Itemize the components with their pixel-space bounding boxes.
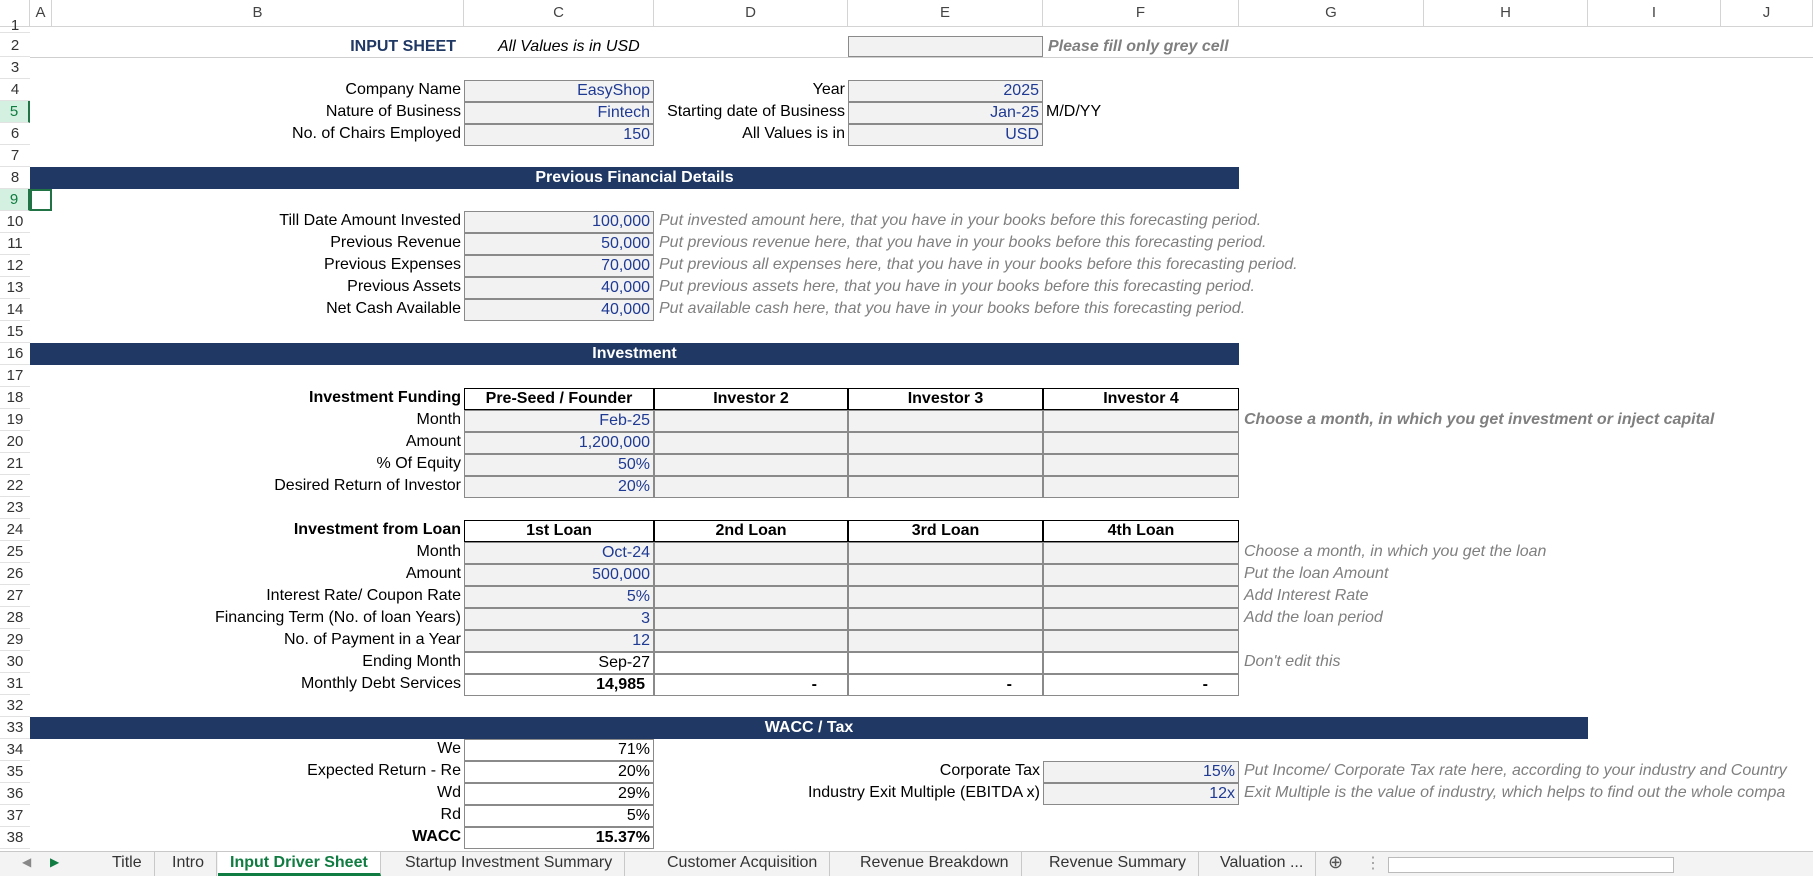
sheet-tab[interactable]: Intro [160,852,217,876]
row-header-14[interactable]: 14 [0,299,30,321]
corporate-tax-label: Corporate Tax [939,762,1040,779]
values-note: All Values is in USD [498,38,640,55]
funding-row-input[interactable]: Feb-25 [464,410,654,432]
row-header-15[interactable]: 15 [0,321,30,343]
loan-empty-input[interactable] [848,608,1043,630]
wacc-row-label: Expected Return - Re [307,762,461,779]
row-header-7[interactable]: 7 [0,145,30,167]
nature-input[interactable]: Fintech [464,102,654,124]
loan-row-note: Put the loan Amount [1244,565,1389,582]
row-header-16[interactable]: 16 [0,343,30,365]
section-investment: Investment [30,343,1239,365]
row-header-36[interactable]: 36 [0,783,30,805]
previous-row-label: Previous Assets [347,278,461,295]
loan-header-4: 4th Loan [1043,520,1239,542]
column-header-g[interactable]: G [1239,0,1424,26]
nature-label: Nature of Business [325,103,461,120]
funding-row-label: Desired Return of Investor [274,477,461,494]
horizontal-scrollbar[interactable] [1388,857,1674,873]
previous-row-note: Put invested amount here, that you have in your books before this forecasting period. [659,212,1262,229]
row-header-5[interactable]: 5 [0,101,30,123]
tab-scroll-left-icon[interactable]: ◀ [22,855,32,869]
loan-row-label: Financing Term (No. of loan Years) [214,609,461,626]
sheet-title: INPUT SHEET [350,38,456,55]
column-header-bar [0,0,1813,27]
loan-empty-input[interactable] [1043,630,1239,652]
loan-row-label: Month [416,543,461,560]
previous-row-note: Put previous assets here, that you have in your books before this forecasting period. [659,278,1255,295]
previous-row-label: Till Date Amount Invested [279,212,461,229]
funding-row-input[interactable]: 50% [464,454,654,476]
loan-row-input[interactable]: 5% [464,586,654,608]
funding-empty-input[interactable] [1043,454,1239,476]
corporate-tax-note: Put Income/ Corporate Tax rate here, according to your industry and Country [1244,762,1787,779]
loan-row-input[interactable]: 500,000 [464,564,654,586]
wacc-row-value: 20% [464,761,654,783]
sheet-tab[interactable]: Revenue Summary [1037,852,1199,876]
year-label: Year [812,81,845,98]
loan-empty-output [654,652,848,674]
funding-empty-input[interactable] [654,432,848,454]
wacc-row-label: Rd [440,806,461,823]
year-input[interactable]: 2025 [848,80,1043,102]
loan-header-1: 1st Loan [464,520,654,542]
funding-row-label: Amount [405,433,461,450]
loan-empty-input[interactable] [654,564,848,586]
funding-note: Choose a month, in which you get investment or inject capital [1244,411,1715,428]
wacc-row-value: 15.37% [464,827,654,849]
fill-note: Please fill only grey cell [1048,38,1229,55]
funding-empty-input[interactable] [654,454,848,476]
row-header-1[interactable]: 1 [0,18,30,33]
previous-row-label: Previous Expenses [324,256,461,273]
loan-empty-input[interactable] [1043,586,1239,608]
debt-services-value: - [1043,674,1239,696]
loan-empty-input[interactable] [654,586,848,608]
row-header-10[interactable]: 10 [0,211,30,233]
wacc-row-value: 29% [464,783,654,805]
exit-multiple-input[interactable]: 12x [1043,783,1239,805]
column-header-d[interactable]: D [654,0,848,26]
loan-title: Investment from Loan [293,521,461,538]
wacc-row-label: Wd [437,784,461,801]
loan-empty-input[interactable] [848,630,1043,652]
funding-title: Investment Funding [309,389,461,406]
loan-header-2: 2nd Loan [654,520,848,542]
previous-row-input[interactable]: 100,000 [464,211,654,233]
previous-row-note: Put previous revenue here, that you have in your books before this forecasting period. [659,234,1267,251]
loan-empty-output [848,652,1043,674]
funding-empty-input[interactable] [1043,410,1239,432]
chairs-label: No. of Chairs Employed [292,125,461,142]
wacc-row-label: We [437,740,461,757]
row-header-12[interactable]: 12 [0,255,30,277]
funding-row-input[interactable]: 20% [464,476,654,498]
column-header-e[interactable]: E [848,0,1043,26]
funding-row-label: % Of Equity [376,455,461,472]
previous-row-note: Put available cash here, that you have in your books before this forecasting period. [659,300,1246,317]
sheet-tab[interactable]: Customer Acquisition [655,852,830,876]
row-header-24[interactable]: 24 [0,519,30,541]
previous-row-input[interactable]: 70,000 [464,255,654,277]
funding-header-3: Investor 3 [848,388,1043,410]
row-header-34[interactable]: 34 [0,739,30,761]
row-header-28[interactable]: 28 [0,607,30,629]
currency-input[interactable]: USD [848,124,1043,146]
funding-header-2: Investor 2 [654,388,848,410]
start-date-input[interactable]: Jan-25 [848,102,1043,124]
company-name-label: Company Name [345,81,461,98]
loan-empty-input[interactable] [654,542,848,564]
loan-header-3: 3rd Loan [848,520,1043,542]
exit-multiple-label: Industry Exit Multiple (EBITDA x) [807,784,1040,801]
tab-scroll-right-icon[interactable]: ▶ [50,855,60,869]
row-header-35[interactable]: 35 [0,761,30,783]
row-header-4[interactable]: 4 [0,79,30,101]
row-header-21[interactable]: 21 [0,453,30,475]
row-header-22[interactable]: 22 [0,475,30,497]
row-header-19[interactable]: 19 [0,409,30,431]
funding-empty-input[interactable] [1043,476,1239,498]
loan-empty-input[interactable] [1043,608,1239,630]
loan-row-input[interactable]: Oct-24 [464,542,654,564]
funding-row-label: Month [416,411,461,428]
loan-row-note: Choose a month, in which you get the loan [1244,543,1547,560]
section-previous-financial: Previous Financial Details [30,167,1239,189]
sheet-tab-bar [0,851,1813,876]
row-header-32[interactable]: 32 [0,695,30,717]
chairs-input[interactable]: 150 [464,124,654,146]
wacc-row-value: 71% [464,739,654,761]
debt-services-value: - [848,674,1043,696]
sheet-tab[interactable]: Input Driver Sheet [218,852,381,876]
column-header-c[interactable]: C [464,0,654,26]
funding-empty-input[interactable] [1043,432,1239,454]
currency-label: All Values is in [742,125,845,142]
funding-empty-input[interactable] [654,476,848,498]
row-header-31[interactable]: 31 [0,673,30,695]
previous-row-input[interactable]: 40,000 [464,299,654,321]
worksheet-grid[interactable] [0,26,1813,851]
previous-row-input[interactable]: 50,000 [464,233,654,255]
loan-empty-input[interactable] [1043,542,1239,564]
row-header-33[interactable]: 33 [0,717,30,739]
debt-services-value: - [654,674,848,696]
date-format-hint: M/D/YY [1046,103,1102,120]
funding-empty-input[interactable] [654,410,848,432]
row-header-26[interactable]: 26 [0,563,30,585]
loan-empty-input[interactable] [848,542,1043,564]
row-header-37[interactable]: 37 [0,805,30,827]
previous-row-label: Previous Revenue [330,234,461,251]
section-wacc-tax: WACC / Tax [30,717,1588,739]
row-header-23[interactable]: 23 [0,497,30,519]
row-header-30[interactable]: 30 [0,651,30,673]
column-header-j[interactable]: J [1721,0,1813,26]
funding-empty-input[interactable] [848,432,1043,454]
exit-multiple-note: Exit Multiple is the value of industry, which helps to find out the whole compa [1244,784,1786,801]
previous-row-input[interactable]: 40,000 [464,277,654,299]
loan-row-output: Sep-27 [464,652,654,674]
sheet-tab[interactable]: Startup Investment Summary [393,852,625,876]
column-header-a[interactable]: A [30,0,52,26]
row-divider [30,57,1813,58]
loan-row-input[interactable]: 3 [464,608,654,630]
wacc-row-value: 5% [464,805,654,827]
row-header-6[interactable]: 6 [0,123,30,145]
sheet-tab[interactable]: Valuation ... [1208,852,1316,876]
column-header-i[interactable]: I [1588,0,1721,26]
funding-empty-input[interactable] [848,410,1043,432]
wacc-row-label: WACC [412,828,461,845]
active-cell-selection[interactable] [30,189,52,211]
loan-empty-output [1043,652,1239,674]
row-header-9[interactable]: 9 [0,189,30,211]
loan-empty-input[interactable] [848,586,1043,608]
row-header-20[interactable]: 20 [0,431,30,453]
start-date-label: Starting date of Business [667,103,845,120]
sheet-tab[interactable]: Title [100,852,155,876]
funding-header-4: Investor 4 [1043,388,1239,410]
loan-row-label: Ending Month [362,653,461,670]
column-header-f[interactable]: F [1043,0,1239,26]
loan-row-label: Amount [405,565,461,582]
loan-empty-input[interactable] [848,564,1043,586]
row-header-18[interactable]: 18 [0,387,30,409]
funding-empty-input[interactable] [848,454,1043,476]
corporate-tax-input[interactable]: 15% [1043,761,1239,783]
loan-row-label: No. of Payment in a Year [284,631,461,648]
loan-row-input[interactable]: 12 [464,630,654,652]
previous-row-note: Put previous all expenses here, that you have in your books before this forecasting period. [659,256,1298,273]
row-header-17[interactable]: 17 [0,365,30,387]
loan-row-note: Don't edit this [1244,653,1341,670]
loan-row-note: Add Interest Rate [1244,587,1369,604]
debt-services-value: 14,985 [464,674,654,696]
more-options-icon[interactable]: ⋮ [1365,855,1381,872]
previous-row-label: Net Cash Available [326,300,461,317]
row-header-38[interactable]: 38 [0,827,30,849]
add-sheet-icon[interactable]: ⊕ [1328,852,1344,872]
row-header-13[interactable]: 13 [0,277,30,299]
funding-empty-input[interactable] [848,476,1043,498]
row-header-3[interactable]: 3 [0,57,30,79]
grey-sample-cell[interactable] [848,36,1043,57]
row-header-11[interactable]: 11 [0,233,30,255]
loan-empty-input[interactable] [654,630,848,652]
column-header-b[interactable]: B [52,0,464,26]
company-name-input[interactable]: EasyShop [464,80,654,102]
row-header-25[interactable]: 25 [0,541,30,563]
row-header-2[interactable]: 2 [0,35,30,57]
loan-empty-input[interactable] [1043,564,1239,586]
row-header-8[interactable]: 8 [0,167,30,189]
funding-header-1: Pre-Seed / Founder [464,388,654,410]
row-header-29[interactable]: 29 [0,629,30,651]
row-header-27[interactable]: 27 [0,585,30,607]
column-header-h[interactable]: H [1424,0,1588,26]
loan-row-label: Interest Rate/ Coupon Rate [266,587,461,604]
debt-services-label: Monthly Debt Services [300,675,461,692]
sheet-tab[interactable]: Revenue Breakdown [848,852,1022,876]
loan-row-note: Add the loan period [1244,609,1383,626]
funding-row-input[interactable]: 1,200,000 [464,432,654,454]
loan-empty-input[interactable] [654,608,848,630]
